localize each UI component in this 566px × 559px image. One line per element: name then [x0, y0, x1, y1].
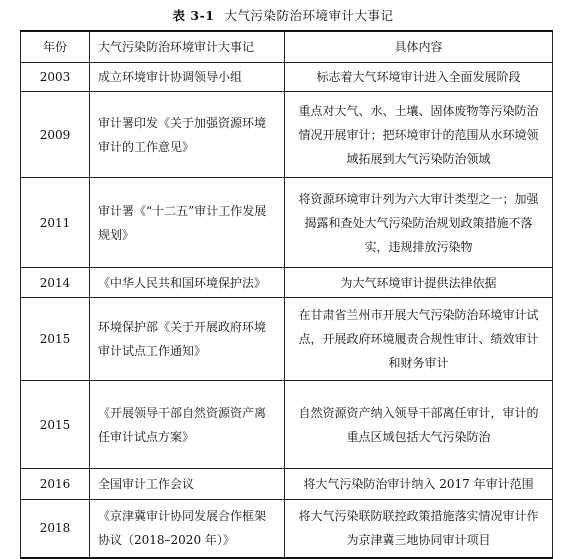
- event-cell: 审计署《“十二五”审计工作发展规划》: [90, 178, 285, 268]
- event-cell: 《中华人民共和国环境保护法》: [90, 268, 285, 298]
- header-year: 年份: [21, 31, 90, 63]
- event-cell: 审计署印发《关于加强资源环境审计的工作意见》: [90, 92, 285, 178]
- header-detail: 具体内容: [285, 31, 553, 63]
- table-caption: [0, 6, 566, 24]
- table-row: [21, 92, 553, 178]
- table-row: [21, 381, 553, 469]
- table-number: 表 3-1: [172, 8, 215, 23]
- table-row: [21, 63, 553, 92]
- header-row: [21, 31, 553, 63]
- detail-cell: 将大气污染联防联控政策措施落实情况审计作为京津冀三地协同审计项目: [285, 500, 553, 558]
- detail-cell: 将大气污染防治审计纳入 2017 年审计范围: [285, 469, 553, 500]
- year-cell: 2015: [21, 298, 90, 381]
- year-cell: 2018: [21, 500, 90, 558]
- event-cell: 全国审计工作会议: [90, 469, 285, 500]
- year-cell: 2014: [21, 268, 90, 298]
- year-cell: 2015: [21, 381, 90, 469]
- detail-cell: 为大气环境审计提供法律依据: [285, 268, 553, 298]
- event-cell: 成立环境审计协调领导小组: [90, 63, 285, 92]
- header-event: 大气污染防治环境审计大事记: [90, 31, 285, 63]
- detail-cell: 自然资源资产纳入领导干部离任审计，审计的重点区域包括大气污染防治: [285, 381, 553, 469]
- table-row: [21, 298, 553, 381]
- detail-cell: 将资源环境审计列为六大审计类型之一；加强揭露和查处大气污染防治规划政策措施不落实，违规排放污染物: [285, 178, 553, 268]
- detail-cell: 标志着大气环境审计进入全面发展阶段: [285, 63, 553, 92]
- year-cell: 2011: [21, 178, 90, 268]
- event-cell: 《京津冀审计协同发展合作框架协议（2018–2020 年）》: [90, 500, 285, 558]
- table-row: [21, 178, 553, 268]
- events-table: [20, 30, 553, 559]
- year-cell: 2009: [21, 92, 90, 178]
- table-title: 大气污染防治环境审计大事记: [224, 8, 394, 23]
- table-row: [21, 500, 553, 558]
- event-cell: 环境保护部《关于开展政府环境审计试点工作通知》: [90, 298, 285, 381]
- year-cell: 2016: [21, 469, 90, 500]
- detail-cell: 在甘肃省兰州市开展大气污染防治环境审计试点，开展政府环境履责合规性审计、绩效审计和财务审计: [285, 298, 553, 381]
- event-cell: 《开展领导干部自然资源资产离任审计试点方案》: [90, 381, 285, 469]
- table-row: [21, 268, 553, 298]
- table-row: [21, 469, 553, 500]
- year-cell: 2003: [21, 63, 90, 92]
- detail-cell: 重点对大气、水、土壤、固体废物等污染防治情况开展审计；把环境审计的范围从水环境领域拓展到大气污染防治领域: [285, 92, 553, 178]
